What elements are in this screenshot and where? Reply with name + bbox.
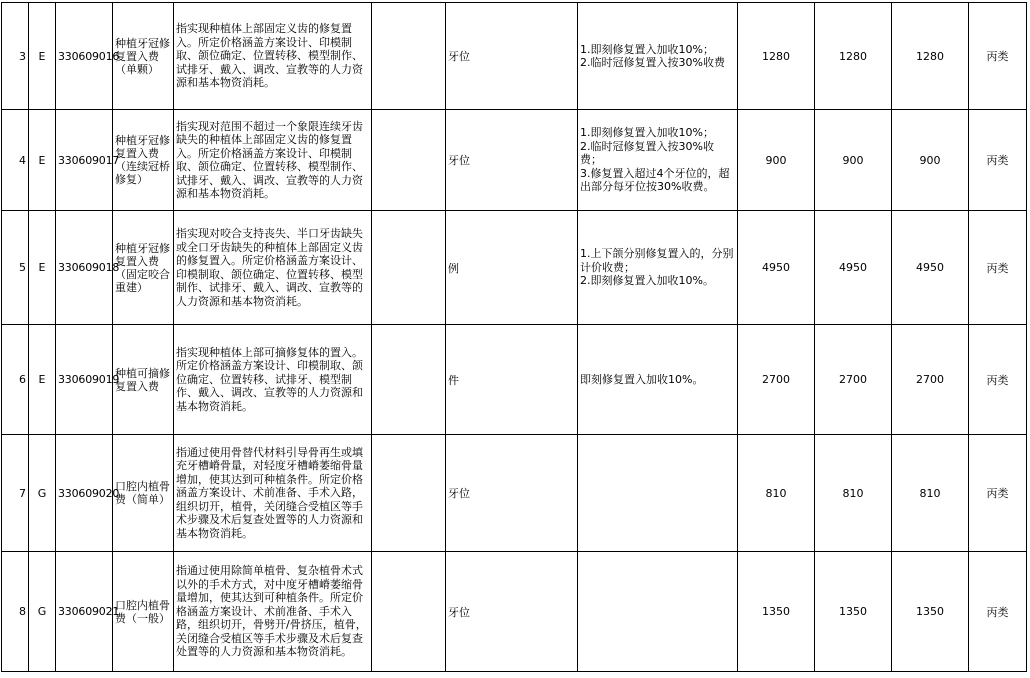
table-row: [2, 3, 1027, 110]
table-row: [2, 325, 1027, 435]
pricing-unit: 件: [446, 325, 578, 435]
pricing-unit: 牙位: [446, 110, 578, 211]
fee-schedule-table: [1, 2, 1027, 672]
insurance-class: 丙类: [969, 435, 1027, 552]
item-description: 指实现对咬合支持丧失、半口牙齿缺失或全口牙齿缺失的种植体上部固定义齿的修复置入。所定价格涵盖方案设计、印模制取、颌位确定、位置转移、模型制作、试排牙、戴入、调改、宣教等的人力资源和基本物资消耗。: [174, 211, 372, 325]
insurance-class: 丙类: [969, 552, 1027, 672]
price-tier-2: 1280: [815, 3, 892, 110]
category-code: E: [29, 211, 56, 325]
price-tier-2: 2700: [815, 325, 892, 435]
insurance-class: 丙类: [969, 325, 1027, 435]
item-code: 330609018: [56, 211, 113, 325]
price-tier-3: 900: [892, 110, 969, 211]
pricing-unit: 例: [446, 211, 578, 325]
pricing-notes: [578, 435, 738, 552]
category-code: E: [29, 325, 56, 435]
empty-cell: [372, 552, 446, 672]
price-tier-3: 1280: [892, 3, 969, 110]
category-code: E: [29, 3, 56, 110]
category-code: G: [29, 552, 56, 672]
price-tier-2: 1350: [815, 552, 892, 672]
note-line: 1.即刻修复置入加收10%；: [580, 42, 714, 56]
price-tier-1: 1350: [738, 552, 815, 672]
price-tier-1: 900: [738, 110, 815, 211]
table-row: [2, 435, 1027, 552]
empty-cell: [372, 3, 446, 110]
price-tier-3: 4950: [892, 211, 969, 325]
item-name: 口腔内植骨费（简单）: [113, 435, 174, 552]
item-code: 330609020: [56, 435, 113, 552]
empty-cell: [372, 325, 446, 435]
item-description: 指通过使用骨替代材料引导骨再生或填充牙槽嵴骨量，对轻度牙槽嵴萎缩骨量增加，使其达到可种植条件。所定价格涵盖方案设计、术前准备、手术入路，组织切开，植骨，关闭缝合受植区等手术步骤及术后复查处置等的人力资源和基本物资消耗。: [174, 435, 372, 552]
empty-cell: [372, 211, 446, 325]
row-number: 8: [2, 552, 29, 672]
note-line: 2.即刻修复置入加收10%。: [580, 274, 714, 288]
row-number: 3: [2, 3, 29, 110]
pricing-unit: 牙位: [446, 552, 578, 672]
item-name: 种植牙冠修复置入费（连续冠桥修复）: [113, 110, 174, 211]
price-tier-2: 4950: [815, 211, 892, 325]
category-code: G: [29, 435, 56, 552]
price-tier-1: 2700: [738, 325, 815, 435]
price-tier-3: 1350: [892, 552, 969, 672]
note-line: 2.临时冠修复置入按30%收费: [580, 56, 725, 69]
item-code: 330609021: [56, 552, 113, 672]
item-description: 指实现种植体上部固定义齿的修复置入。所定价格涵盖方案设计、印模制取、颌位确定、位置转移、模型制作、试排牙、戴入、调改、宣教等的人力资源和基本物资消耗。: [174, 3, 372, 110]
item-name: 种植牙冠修复置入费（固定咬合重建）: [113, 211, 174, 325]
item-description: 指实现种植体上部可摘修复体的置入。所定价格涵盖方案设计、印模制取、颌位确定、位置转移、试排牙、模型制作、戴入、调改、宣教等的人力资源和基本物资消耗。: [174, 325, 372, 435]
row-number: 5: [2, 211, 29, 325]
item-name: 口腔内植骨费（一般）: [113, 552, 174, 672]
price-tier-2: 810: [815, 435, 892, 552]
fee-table-body: [2, 3, 1027, 672]
note-line: 1.即刻修复置入加收10%；: [580, 126, 714, 140]
pricing-notes: [578, 325, 738, 435]
row-number: 7: [2, 435, 29, 552]
price-tier-1: 4950: [738, 211, 815, 325]
pricing-notes: [578, 552, 738, 672]
insurance-class: 丙类: [969, 3, 1027, 110]
price-tier-1: 810: [738, 435, 815, 552]
note-line: 3.修复置入超过4个牙位的，超出部分每牙位按30%收费。: [580, 166, 730, 194]
table-row: [2, 110, 1027, 211]
table-row: [2, 211, 1027, 325]
empty-cell: [372, 110, 446, 211]
price-tier-3: 810: [892, 435, 969, 552]
pricing-unit: 牙位: [446, 3, 578, 110]
pricing-notes: [578, 3, 738, 110]
note-line: 即刻修复置入加收10%。: [580, 372, 704, 386]
pricing-notes: [578, 211, 738, 325]
note-line: 1.上下颌分别修复置入的，分别计价收费；: [580, 247, 734, 274]
pricing-unit: 牙位: [446, 435, 578, 552]
insurance-class: 丙类: [969, 211, 1027, 325]
pricing-notes: [578, 110, 738, 211]
item-name: 种植牙冠修复置入费（单颗）: [113, 3, 174, 110]
item-code: 330609019: [56, 325, 113, 435]
category-code: E: [29, 110, 56, 211]
item-name: 种植可摘修复置入费: [113, 325, 174, 435]
row-number: 4: [2, 110, 29, 211]
item-code: 330609016: [56, 3, 113, 110]
table-row: [2, 552, 1027, 672]
price-tier-1: 1280: [738, 3, 815, 110]
item-description: 指实现对范围不超过一个象限连续牙齿缺失的种植体上部固定义齿的修复置入。所定价格涵盖方案设计、印模制取、颌位确定、位置转移、模型制作、试排牙、戴入、调改、宣教等的人力资源和基本物资消耗。: [174, 110, 372, 211]
empty-cell: [372, 435, 446, 552]
insurance-class: 丙类: [969, 110, 1027, 211]
note-line: 2.临时冠修复置入按30%收费；: [580, 139, 714, 167]
price-tier-3: 2700: [892, 325, 969, 435]
item-description: 指通过使用除简单植骨、复杂植骨术式以外的手术方式，对中度牙槽嵴萎缩骨量增加，使其达到可种植条件。所定价格涵盖方案设计、术前准备、手术入路，组织切开，骨劈开/骨挤压，植骨，关闭缝合受植区等手术步骤及术后复查处置等的人力资源和基本物资消耗。: [174, 552, 372, 672]
price-tier-2: 900: [815, 110, 892, 211]
row-number: 6: [2, 325, 29, 435]
item-code: 330609017: [56, 110, 113, 211]
